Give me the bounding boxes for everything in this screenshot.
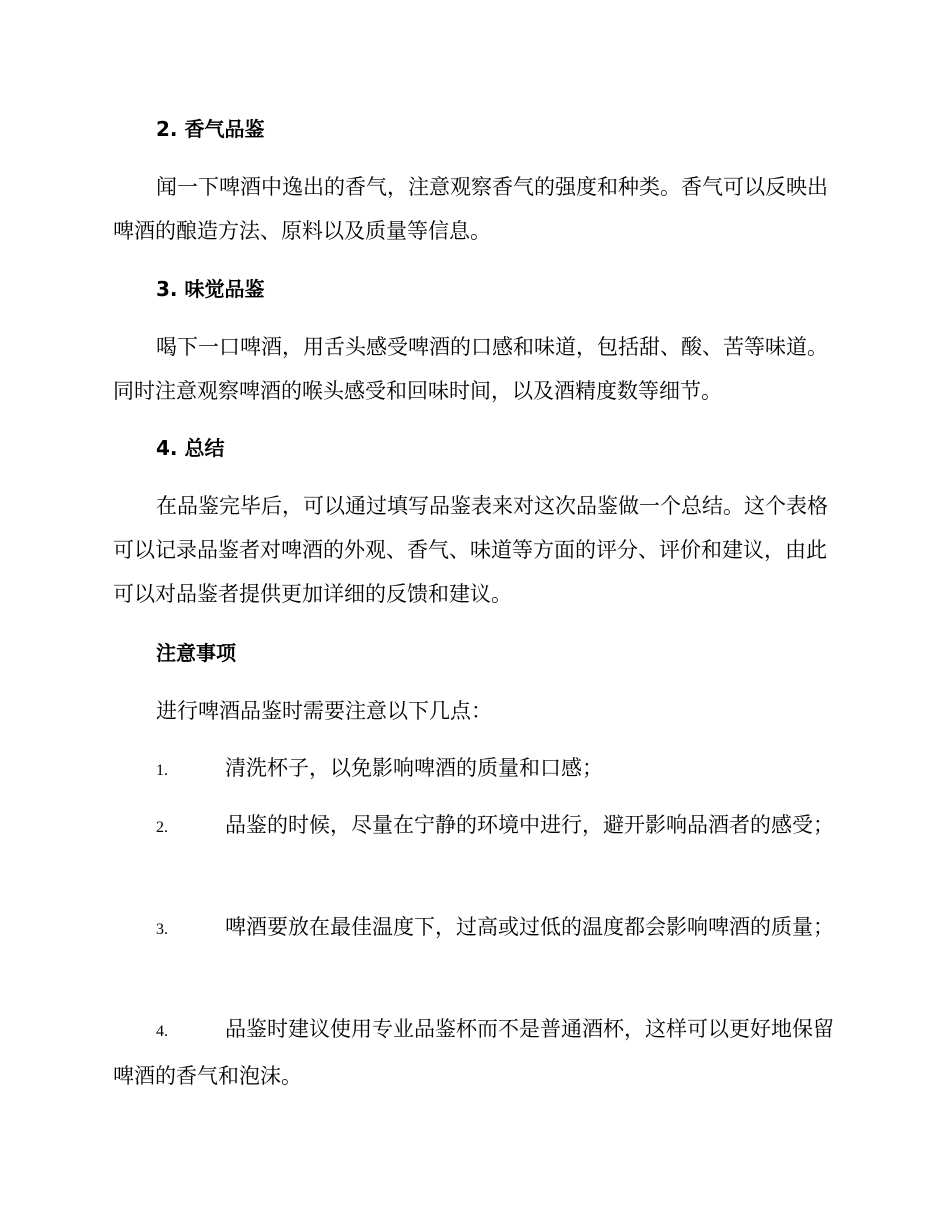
notes-intro: 进行啤酒品鉴时需要注意以下几点：: [156, 699, 492, 723]
section-body-taste: 喝下一口啤酒，用舌头感受啤酒的口感和味道，包括甜、酸、苦等味道。同时注意观察啤酒的喉头感受和回味时间，以及酒精度数等细节。: [113, 335, 828, 403]
section-heading-summary: 4. 总结: [156, 436, 225, 460]
list-item: [113, 1007, 835, 1098]
section-heading-aroma: 2. 香气品鉴: [156, 117, 265, 141]
section-body-summary: 在品鉴完毕后，可以通过填写品鉴表来对这次品鉴做一个总结。这个表格可以记录品鉴者对啤酒的外观、香气、味道等方面的评分、评价和建议，由此可以对品鉴者提供更加详细的反馈和建议。: [113, 494, 828, 606]
list-item-number: 1.: [156, 762, 168, 779]
list-item: [113, 746, 835, 793]
section-heading-taste: 3. 味觉品鉴: [156, 277, 265, 301]
list-item-text: 啤酒要放在最佳温度下，过高或过低的温度都会影响啤酒的质量；: [225, 915, 834, 939]
list-item-text: 清洗杯子，以免影响啤酒的质量和口感；: [225, 756, 603, 780]
list-item-number: 4.: [156, 1023, 168, 1040]
list-item-number: 3.: [156, 921, 168, 938]
list-item-text: 品鉴的时候，尽量在宁静的环境中进行，避开影响品酒者的感受；: [225, 813, 834, 837]
notes-heading: 注意事项: [156, 641, 236, 665]
list-item-text: 品鉴时建议使用专业品鉴杯而不是普通酒杯，这样可以更好地保留啤酒的香气和泡沫。: [113, 1017, 834, 1088]
list-item: [113, 905, 835, 952]
list-item-number: 2.: [156, 819, 168, 836]
list-item: [113, 803, 835, 850]
section-body-aroma: 闻一下啤酒中逸出的香气，注意观察香气的强度和种类。香气可以反映出啤酒的酿造方法、原料以及质量等信息。: [113, 175, 828, 243]
